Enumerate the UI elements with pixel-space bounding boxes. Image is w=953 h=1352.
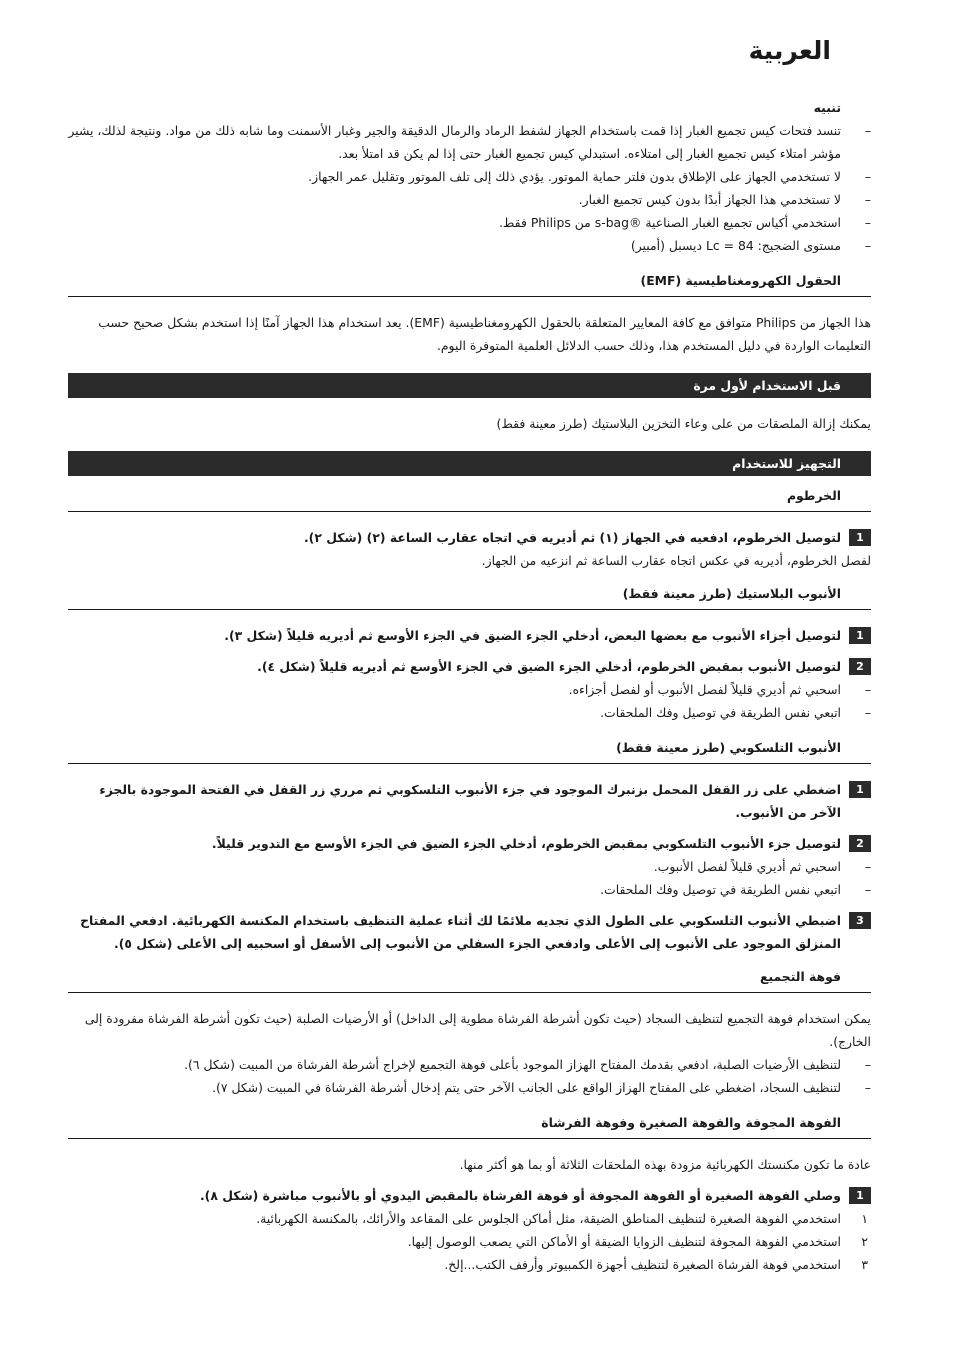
caution-list	[68, 119, 871, 257]
preparing-bar: التجهيز للاستخدام	[68, 451, 871, 476]
plastic-tube-list	[68, 678, 871, 724]
step-number-badge: 2	[849, 658, 871, 675]
hose-heading: الخرطوم	[68, 484, 871, 512]
step-number-badge: 1	[849, 529, 871, 546]
step-text: لتوصيل جزء الأنبوب التلسكوبي بمقبض الخرطوم، أدخلي الجزء الضيق في الجزء الأوسع مع التدوير قليلاً.	[211, 836, 841, 851]
telescopic-tube-heading: الأنبوب التلسكوبي (طرز معينة فقط)	[68, 736, 871, 764]
telescopic-tube-step-1	[68, 778, 871, 824]
item-text: استخدمي الفوهة المجوفة لتنظيف الزوايا الضيقة أو الأماكن التي يصعب الوصول إليها.	[407, 1234, 841, 1249]
before-first-use-bar: قبل الاستخدام لأول مرة	[68, 373, 871, 398]
nozzle-list	[68, 1053, 871, 1099]
plastic-tube-step-1	[68, 624, 871, 647]
list-item: – لتنظيف الأرضيات الصلبة، ادفعي بقدمك المفتاح الهزاز الموجود بأعلى فوهة التجميع لإخراج أشرطة الفرشاة من المبيت (شكل ٦).	[68, 1053, 871, 1076]
step-number-badge: 1	[849, 781, 871, 798]
emf-heading: الحقول الكهرومغناطيسية (EMF)	[68, 269, 871, 297]
step-text: اضغطي على زر القفل المحمل بزنبرك الموجود في جزء الأنبوب التلسكوبي ثم مرري زر القفل في الفتحة الموجودة بالجزء الآخر من الأنبوب.	[99, 782, 841, 820]
step-text: وصلي الفوهة الصغيرة أو الفوهة المجوفة أو فوهة الفرشاة بالمقبض اليدوي أو بالأنبوب مباشرة (شكل ٨).	[199, 1188, 841, 1203]
step-number-badge: 2	[849, 835, 871, 852]
list-item: – اتبعي نفس الطريقة في توصيل وفك الملحقات.	[68, 878, 871, 901]
list-item: – اسحبي ثم أديري قليلاً لفصل الأنبوب.	[68, 855, 871, 878]
item-text: استخدمي الفوهة الصغيرة لتنظيف المناطق الضيقة، مثل أماكن الجلوس على المقاعد والأرائك، بالمكنسة الكهربائية.	[256, 1211, 841, 1226]
step-text: لتوصيل الأنبوب بمقبض الخرطوم، أدخلي الجزء الضيق في الجزء الأوسع ثم أديريه قليلاً (شكل ٤).	[257, 659, 841, 674]
hose-step-1	[68, 526, 871, 549]
content-column	[68, 96, 871, 1276]
list-item: – اتبعي نفس الطريقة في توصيل وفك الملحقات.	[68, 701, 871, 724]
list-item	[68, 1230, 871, 1253]
item-number: ٣	[861, 1257, 868, 1272]
list-item: – لتنظيف السجاد، اضغطي على المفتاح الهزاز الواقع على الجانب الآخر حتى يتم إدخال أشرطة الفرشاة في المبيت (شكل ٧).	[68, 1076, 871, 1099]
list-item: – مستوى الضجيج: Lc = 84 ديسبل (أمبير)	[68, 234, 871, 257]
list-item: – لا تستخدمي الجهاز على الإطلاق بدون فلتر حماية الموتور. يؤدي ذلك إلى تلف الموتور وتقليل عمر الجهاز.	[68, 165, 871, 188]
list-item: – لا تستخدمي هذا الجهاز أبدًا بدون كيس تجميع الغبار.	[68, 188, 871, 211]
step-text: لتوصيل الخرطوم، ادفعيه في الجهاز (١) ثم أديريه في اتجاه عقارب الساعة (٢) (شكل ٢).	[303, 530, 841, 545]
accessories-heading: الفوهة المجوفة والفوهة الصغيرة وفوهة الفرشاة	[68, 1111, 871, 1139]
caution-heading: تنبيه	[813, 100, 841, 115]
item-number: ٢	[861, 1234, 868, 1249]
item-number: ١	[861, 1211, 868, 1226]
list-item: – اسحبي ثم أديري قليلاً لفصل الأنبوب أو لفصل أجزاءه.	[68, 678, 871, 701]
list-item	[68, 1253, 871, 1276]
accessories-step-1	[68, 1184, 871, 1207]
accessories-text: عادة ما تكون مكنستك الكهربائية مزودة بهذه الملحقات الثلاثة أو بما هو أكثر منها.	[459, 1157, 871, 1172]
emf-text: هذا الجهاز من Philips متوافق مع كافة المعايير المتعلقة بالحقول الكهرومغناطيسية (EMF). يعد استخدام هذا الجهاز آمنًا إذا استخدم بشكل صحيح حسب التعليمات الواردة في دليل المستخدم هذا، وذلك حسب الدلائل العلمية المتوفرة اليوم.	[98, 315, 871, 353]
list-item: – تنسد فتحات كيس تجميع الغبار إذا قمت باستخدام الجهاز لشفط الرماد والرمال الدقيقة والجير وغبار الأسمنت وما شابه ذلك من مواد. ونتيجة لذلك، يشير مؤشر امتلاء كيس تجميع الغبار إلى امتلاءه. استبدلي كيس تجميع الغبار حتى إذا لم يكن قد امتلأ بعد.	[68, 119, 871, 165]
language-title: العربية	[748, 36, 831, 65]
step-text: اضبطي الأنبوب التلسكوبي على الطول الذي تجديه ملائمًا لك أثناء عملية التنظيف باستخدام المكنسة الكهربائية. ادفعي المفتاح المنزلق الموجود على الأنبوب إلى الأعلى وادفعي الجزء السفلي من الأنبوب إلى الأسفل أو اسحبيه إلى الأعلى (شكل ٥).	[80, 913, 841, 951]
nozzle-heading: فوهة التجميع	[68, 965, 871, 993]
before-first-use-text: يمكنك إزالة الملصقات من على وعاء التخزين البلاستيك (طرز معينة فقط)	[496, 416, 871, 431]
accessories-numbered-list	[68, 1207, 871, 1276]
step-number-badge: 1	[849, 627, 871, 644]
telescopic-tube-step-2	[68, 832, 871, 855]
hose-after-text: لفصل الخرطوم، أديريه في عكس اتجاه عقارب الساعة ثم انزعيه من الجهاز.	[481, 553, 871, 568]
plastic-tube-heading: الأنبوب البلاستيك (طرز معينة فقط)	[68, 582, 871, 610]
telescopic-tube-list	[68, 855, 871, 901]
step-number-badge: 1	[849, 1187, 871, 1204]
nozzle-text: يمكن استخدام فوهة التجميع لتنظيف السجاد (حيث تكون أشرطة الفرشاة مطوية إلى الداخل) أو الأرضيات الصلبة (حيث تكون أشرطة الفرشاة مفرودة إلى الخارج).	[84, 1011, 871, 1049]
list-item: – استخدمي أكياس تجميع الغبار الصناعية ®s-bag من Philips فقط.	[68, 211, 871, 234]
item-text: استخدمي فوهة الفرشاة الصغيرة لتنظيف أجهزة الكمبيوتر وأرفف الكتب...إلخ.	[444, 1257, 841, 1272]
plastic-tube-step-2	[68, 655, 871, 678]
list-item	[68, 1207, 871, 1230]
step-text: لتوصيل أجزاء الأنبوب مع بعضها البعض، أدخلي الجزء الضيق في الجزء الأوسع ثم أديريه قليلاً (شكل ٣).	[224, 628, 841, 643]
telescopic-tube-step-3	[68, 909, 871, 955]
step-number-badge: 3	[849, 912, 871, 929]
